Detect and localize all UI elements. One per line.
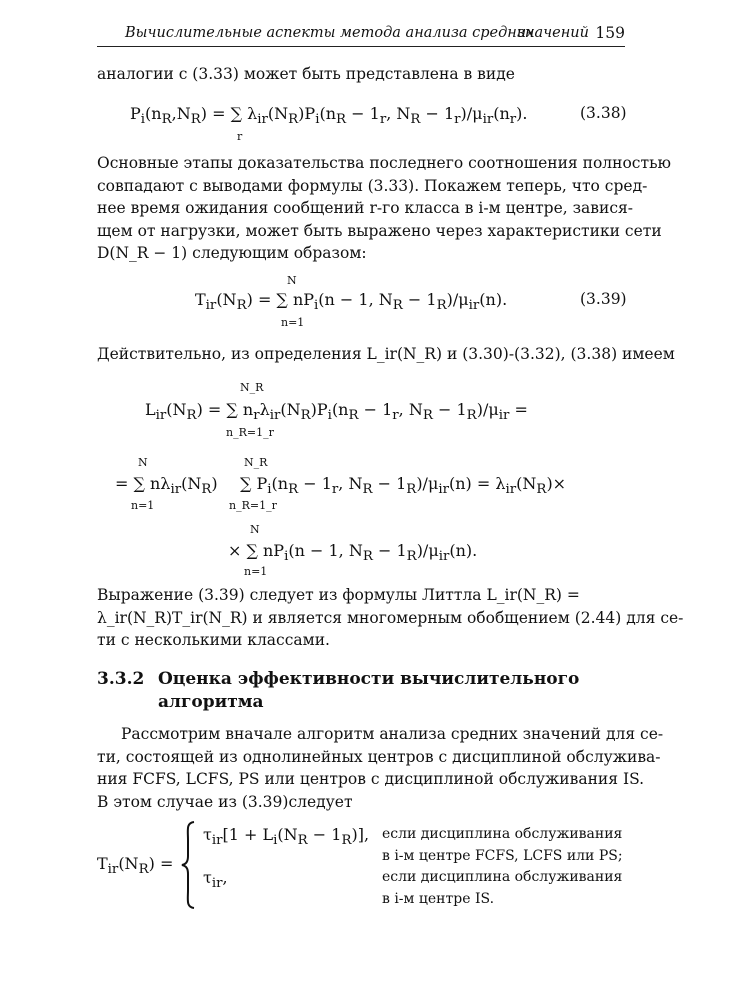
text-line: ти, состоящей из однолинейных центров с дисциплиной обслужива- (97, 747, 661, 766)
section-title-line2: алгоритма (158, 692, 264, 712)
section-number: 3.3.2 (97, 669, 145, 689)
paragraph-definition (97, 343, 675, 366)
left-brace-icon (180, 820, 198, 910)
text-line: щем от нагрузки, может быть выражено через характеристики сети (97, 221, 662, 240)
text-line: Рассмотрим вначале алгоритм анализа средних значений для се- (121, 725, 664, 743)
derivation-line2a-sum-upper: N (138, 456, 148, 469)
equation-number-3-38: (3.38) (580, 104, 627, 122)
paragraph-intro (97, 63, 625, 86)
header-title-end: значений (517, 25, 589, 41)
eq339-sum-upper: N (287, 274, 297, 287)
derivation-line2a-sum-lower: n=1 (131, 499, 155, 512)
derivation-line-2b: ∑ $P_i(n_R - 1_r$, $N_R - 1_R)/\mu_{ir}(n) = \lambda_{ir}(N_R)\times$ (240, 474, 567, 498)
derivation-line2b-sum-upper: N_R (244, 456, 268, 469)
text-line: В этом случае из (3.39)следует (97, 792, 353, 811)
text-line: Выражение (3.39) следует из формулы Литтла L_ir(N_R) = (97, 586, 580, 604)
derivation-line2b-sum-lower: n_R=1_r (229, 499, 277, 512)
text-line: совпадают с выводами формулы (3.33). Покажем теперь, что сред- (97, 176, 648, 195)
text-line: D(N_R − 1) следующим образом: (97, 244, 367, 262)
derivation-line-3: × ∑ $nP_i(n - 1$, $N_R - 1_R)/\mu_{ir}(n)$. (228, 541, 478, 565)
text-line: λ_ir(N_R)T_ir(N_R) и является многомерным обобщением (2.44) для се- (97, 608, 684, 627)
text-line: Действительно, из определения L_ir(N_R) и (3.30)-(3.32), (3.38) имеем (97, 345, 675, 363)
eq339-sum-lower: n=1 (281, 316, 305, 329)
page-number: 159 (595, 24, 625, 42)
derivation-line3-sum-upper: N (250, 523, 260, 536)
text-line: если дисциплина обслуживания (382, 826, 623, 842)
text-line: если дисциплина обслуживания (382, 869, 623, 885)
text-line: аналогии с (3.33) может быть представлена в виде (97, 65, 515, 83)
text-line: нее время ожидания сообщений r-го класса в i-м центре, завися- (97, 199, 634, 217)
equation-3-38: $P_i(n_R,N_R)$ = ∑ $\lambda_{ir}(N_R)P_i(n_R - 1_r$, $N_R - 1_r)/\mu_{ir}(n_r)$. (130, 104, 528, 128)
text-line: Основные этапы доказательства последнего соотношения полностью (97, 154, 671, 172)
case2-expression: $\tau_{ir}$, (203, 868, 228, 892)
derivation-line-2a: = ∑ $n\lambda_{ir}(N_R)$ (115, 474, 218, 498)
derivation-line1-sum-upper: N_R (240, 381, 264, 394)
header-title: Вычислительные аспекты метода анализа средних (125, 25, 535, 41)
case1-condition (382, 824, 623, 867)
paragraph-algorithm (97, 723, 664, 813)
text-line: в i-м центре IS. (382, 890, 495, 907)
derivation-line1-sum-lower: n_R=1_r (226, 426, 274, 439)
section-title-line1: Оценка эффективности вычислительного (158, 669, 580, 689)
derivation-line-1: $L_{ir}(N_R)$ = ∑ $n_r\lambda_{ir}(N_R)P_i(n_R - 1_r$, $N_R - 1_R)/\mu_{ir}$ = (145, 400, 528, 424)
derivation-line3-sum-lower: n=1 (244, 565, 268, 578)
text-line: ния FCFS, LCFS, PS или центров с дисциплиной обслуживания IS. (97, 770, 645, 788)
equation-number-3-39: (3.39) (580, 290, 627, 308)
eq338-sum-lower: r (237, 130, 243, 143)
paragraph-little-formula (97, 584, 684, 652)
case1-expression: $\tau_{ir}[1 + L_i(N_R - 1_R)]$, (203, 825, 370, 849)
cases-lhs: $T_{ir}(N_R)$ = (97, 854, 174, 878)
case2-condition (382, 867, 622, 910)
text-line: в i-м центре FCFS, LCFS или PS; (382, 847, 623, 864)
running-header (97, 24, 625, 47)
paragraph-proof (97, 152, 671, 265)
equation-3-39: $T_{ir}(N_R)$ = ∑ $nP_i(n - 1$, $N_R - 1_R)/\mu_{ir}(n)$. (195, 290, 508, 314)
text-line: ти с несколькими классами. (97, 631, 330, 649)
